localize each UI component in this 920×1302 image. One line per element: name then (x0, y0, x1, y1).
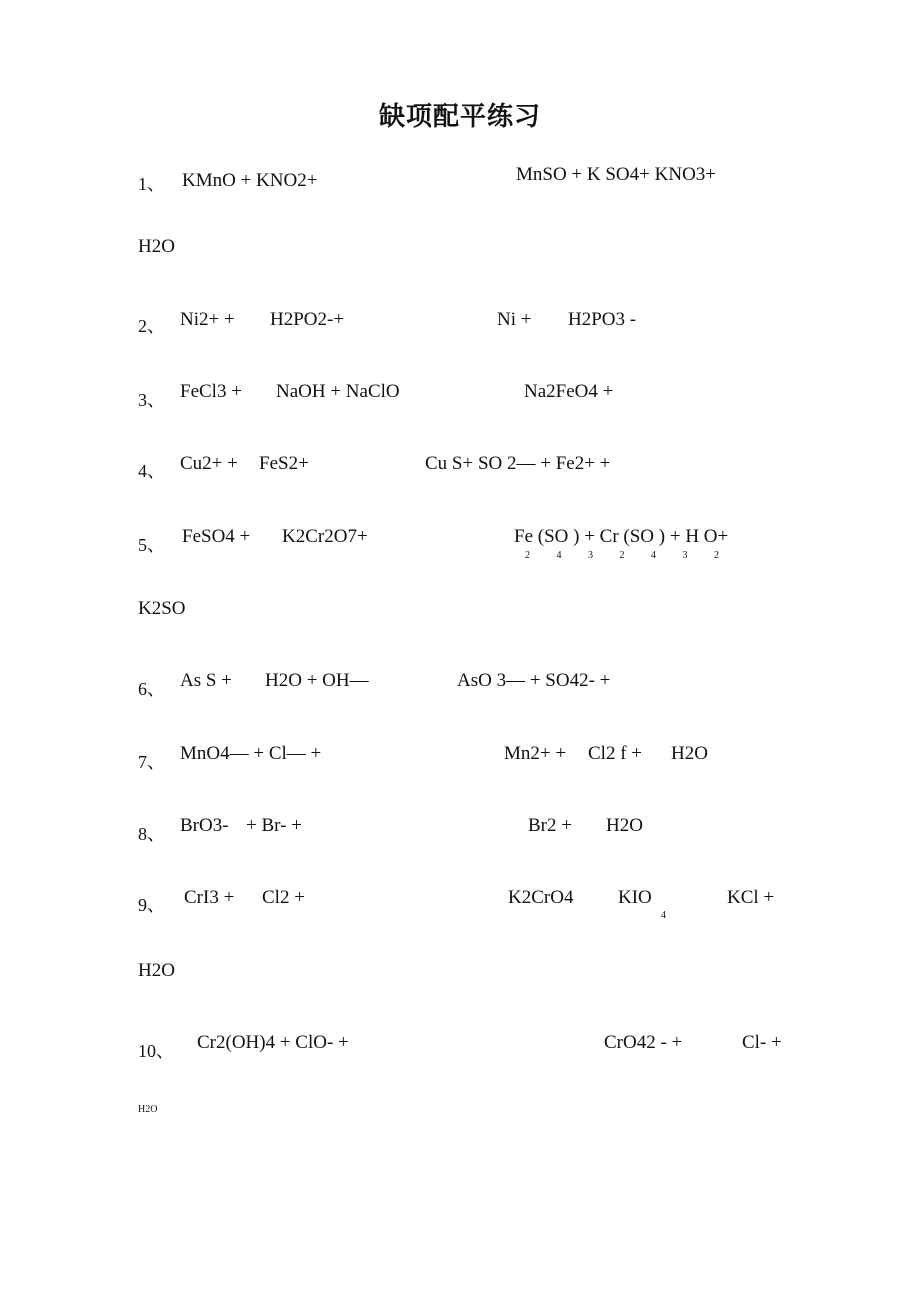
product: H2O (671, 743, 708, 764)
product: KIO (618, 887, 652, 908)
problem-number: 2、 (138, 316, 165, 336)
product: Cl- + (742, 1032, 782, 1053)
reactant: FeSO4 + (182, 526, 251, 547)
product: CrO42 - + (604, 1032, 683, 1053)
product: Cu S+ SO 2— + Fe2+ + (425, 453, 611, 474)
problem-number: 3、 (138, 390, 165, 410)
equation-continuation: H2O (138, 960, 175, 981)
problem-number: 1、 (138, 174, 165, 194)
equation-continuation: H2O (138, 1104, 158, 1115)
equation-continuation: K2SO (138, 598, 186, 619)
product: Ni + (497, 309, 532, 330)
equation-left: KMnO + KNO2+ (182, 170, 318, 191)
problem-number: 5、 (138, 535, 165, 555)
product: H2O (606, 815, 643, 836)
problem-number: 6、 (138, 679, 165, 699)
reactant: + Br- + (246, 815, 302, 836)
product: AsO 3— + SO42- + (457, 670, 611, 691)
problem-number: 8、 (138, 824, 165, 844)
equation-right: MnSO + K SO4+ KNO3+ (516, 164, 717, 185)
reactant: Cr2(OH)4 + ClO- + (197, 1032, 349, 1053)
subscript-row: 2 4 3 2 4 3 2 (525, 550, 719, 561)
product: K2CrO4 (508, 887, 574, 908)
page-title: 缺项配平练习 (378, 102, 541, 132)
reactant: Cu2+ + (180, 453, 238, 474)
product: Br2 + (528, 815, 572, 836)
equation-continuation: H2O (138, 236, 175, 257)
product: Cl2 f + (588, 743, 642, 764)
problem-number: 4、 (138, 461, 165, 481)
product: Na2FeO4 + (524, 381, 614, 402)
reactant: Ni2+ + (180, 309, 235, 330)
reactant: NaOH + NaClO (276, 381, 400, 402)
problem-number: 10、 (138, 1041, 174, 1061)
reactant: FeCl3 + (180, 381, 242, 402)
subscript: 4 (661, 910, 666, 921)
product: Fe (SO ) + Cr (SO ) + H O+ (514, 526, 729, 547)
reactant: CrI3 + (184, 887, 235, 908)
reactant: BrO3- (180, 815, 229, 836)
reactant: Cl2 + (262, 887, 305, 908)
reactant: H2PO2-+ (270, 309, 345, 330)
reactant: K2Cr2O7+ (282, 526, 368, 547)
product: H2PO3 - (568, 309, 637, 330)
reactant: As S + (180, 670, 232, 691)
product: Mn2+ + (504, 743, 567, 764)
reactant: FeS2+ (259, 453, 309, 474)
reactant: H2O + OH— (265, 670, 369, 691)
problem-number: 9、 (138, 895, 165, 915)
problem-number: 7、 (138, 752, 165, 772)
reactant: MnO4— + Cl— + (180, 743, 322, 764)
product: KCl + (727, 887, 775, 908)
